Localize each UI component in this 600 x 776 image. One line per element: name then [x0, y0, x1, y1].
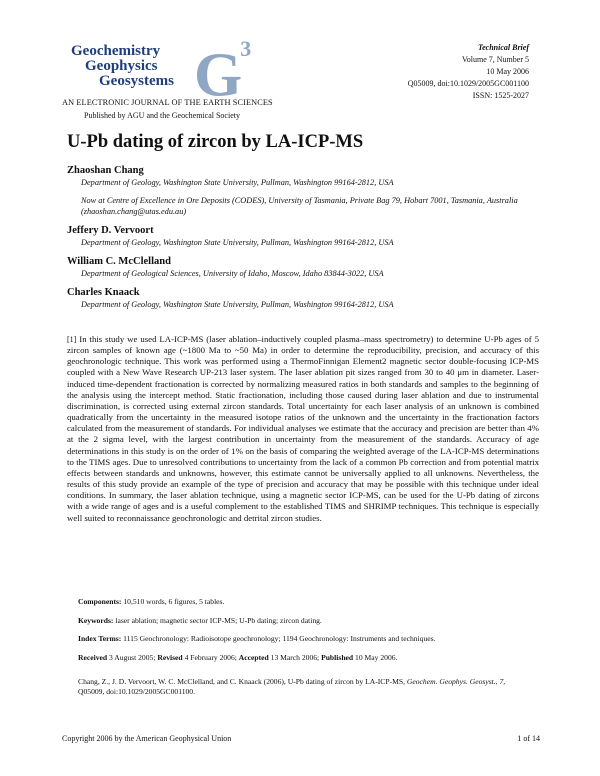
accepted-value: 13 March 2006; [270, 652, 320, 662]
revised-value: 4 February 2006; [184, 652, 237, 662]
author-affiliation: Department of Geological Sciences, University of Idaho, Moscow, Idaho 83844-3022, USA [81, 269, 384, 278]
citation-journal: Geochem. Geophys. Geosyst., 7, [406, 676, 506, 686]
page-number: 1 of 14 [517, 734, 540, 743]
logo-line-geochemistry: Geochemistry [71, 43, 161, 59]
keywords-line [78, 616, 543, 626]
history-line [78, 653, 543, 663]
abstract-text: In this study we used LA-ICP-MS (laser ablation–inductively coupled plasma–mass spectrometry) to determine U-Pb ages of 5 zircon samples of known age (~1800 Ma to ~50 Ma) in order to determine the reproducibility, precision, and accuracy of this geochronologic technique. This work was performed using a ThermoFinnigan Element2 magnetic sector double-focusing ICP-MS coupled with a New Wave Research UP-213 laser system. The laser ablation pit sizes ranged from 30 to 40 μm in diameter. Laser-induced time-dependent fractionation is corrected by normalizing measured ratios in both standards and samples to the beginning of the analysis using the intercept method. Static fractionation, including those caused during laser ablation and due to instrumental discrimination, is corrected using external zircon standards. Total uncertainty for each laser analysis of an unknown is combined quadratically from the uncertainty in the measured isotope ratios of the unknown and the uncertainty in the fractionation factors calculated from the measurement of standards. For individual analyses we estimate that the accuracy and precision are better than 4% at the 2 sigma level, with the largest contribution in uncertainty from the measurement of the standards. Accuracy of age determinations in this study is on the order of 1% on the basis of comparing the weighted average of the LA-ICP-MS determinations to the TIMS ages. Due to unresolved contributions to uncertainty from the lack of a common Pb correction and from potential matrix effects between standards and unknowns, however, this estimate cannot be universally applied to all unknowns. Nevertheless, the results of this study provide an example of the type of precision and accuracy that may be possible with this technique under ideal conditions. In summary, the laser ablation technique, using a magnetic sector ICP-MS, can be used for the U-Pb dating of zircons with a wide range of ages and is a useful complement to the established TIMS and SHRIMP techniques. This technique is especially well suited to reconnaissance geochronologic and detrital zircon studies. [67, 334, 539, 523]
journal-logo-text [71, 44, 174, 89]
publication-date: 10 May 2006 [486, 67, 529, 76]
components-label: Components: [78, 597, 122, 606]
article-metadata [78, 597, 543, 705]
index-terms-line [78, 634, 543, 644]
copyright-notice: Copyright 2006 by the American Geophysical Union [62, 734, 232, 743]
components-value: 10,510 words, 6 figures, 5 tables. [123, 597, 225, 606]
index-terms-value: 1115 Geochronology: Radioisotope geochronology; 1194 Geochronology: Instruments and techniques. [123, 634, 436, 643]
g3-logo-mark [194, 36, 252, 110]
author-affiliation: Now at Centre of Excellence in Ore Deposits (CODES), University of Tasmania, Private Bag 79, Hobart 7001, Tasmania, Australia (zhaoshan.chang@utas.edu.au) [81, 196, 518, 216]
author-name: Zhaoshan Chang [67, 165, 144, 176]
logo-g-letter: G [194, 41, 243, 110]
doi-info: Q05009, doi:10.1029/2005GC001100 [407, 79, 529, 88]
page-title: U-Pb dating of zircon by LA-ICP-MS [67, 132, 364, 152]
logo-superscript: 3 [240, 36, 252, 61]
article-meta [408, 42, 529, 102]
volume-info: Volume 7, Number 5 [462, 55, 529, 64]
author-affiliation: Department of Geology, Washington State University, Pullman, Washington 99164-2812, USA [81, 238, 394, 247]
author-affiliation: Department of Geology, Washington State University, Pullman, Washington 99164-2812, USA [81, 178, 394, 187]
author-name: Charles Knaack [67, 287, 140, 298]
logo-line-geophysics: Geophysics [85, 58, 158, 74]
author-affiliation: Department of Geology, Washington State University, Pullman, Washington 99164-2812, USA [81, 300, 394, 309]
received-label: Received [78, 652, 108, 662]
paragraph-number: [1] [67, 335, 77, 344]
issn-info: ISSN: 1525-2027 [472, 91, 529, 100]
published-label: Published [321, 652, 354, 662]
received-value: 3 August 2005; [109, 652, 156, 662]
citation-main: Chang, Z., J. D. Vervoort, W. C. McClelland, and C. Knaack (2006), U-Pb dating of zircon by LA-ICP-MS, [78, 676, 405, 686]
author-list [67, 164, 542, 310]
index-terms-label: Index Terms: [78, 634, 122, 643]
keywords-label: Keywords: [78, 615, 114, 625]
journal-tagline: AN ELECTRONIC JOURNAL OF THE EARTH SCIENCES [62, 98, 273, 107]
published-value: 10 May 2006. [355, 652, 398, 662]
logo-line-geosystems: Geosystems [99, 73, 174, 89]
revised-label: Revised [157, 652, 183, 662]
keywords-value: laser ablation; magnetic sector ICP-MS; U-Pb dating; zircon dating. [115, 615, 322, 625]
author-name: William C. McClelland [67, 256, 171, 267]
citation-tail: Q05009, doi:10.1029/2005GC001100. [78, 686, 196, 696]
author-name: Jeffery D. Vervoort [67, 225, 154, 236]
article-type: Technical Brief [477, 43, 529, 52]
citation [78, 677, 533, 697]
publisher-line: Published by AGU and the Geochemical Society [84, 111, 240, 120]
components-line [78, 597, 543, 607]
accepted-label: Accepted [238, 652, 269, 662]
abstract [67, 334, 539, 524]
